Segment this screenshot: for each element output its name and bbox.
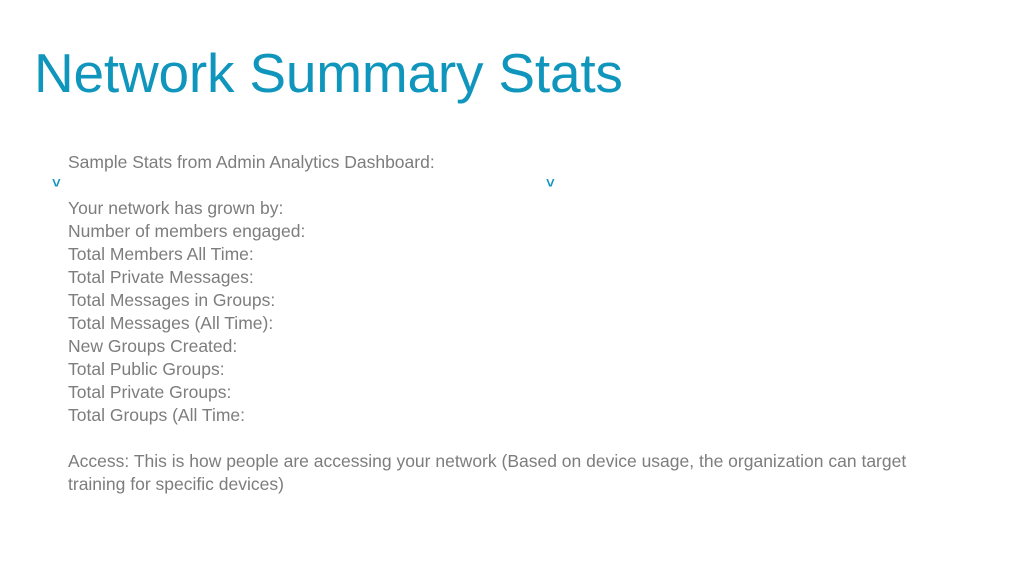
chevron-down-icon: ˅ [52,175,61,192]
stats-content [68,151,968,496]
spacer [68,174,968,197]
stat-label: Total Messages in Groups: [68,290,276,310]
stat-label: Number of members engaged: [68,221,306,241]
intro-text: Sample Stats from Admin Analytics Dashboard: [68,152,435,172]
access-text: Access: This is how people are accessing your network (Based on device usage, the organization can target training for specific devices) [68,451,907,494]
stat-label: Total Private Groups: [68,382,232,402]
stat-label: Total Groups (All Time: [68,405,245,425]
stat-label: Total Public Groups: [68,359,225,379]
spacer [68,427,968,450]
stat-label: Total Messages (All Time): [68,313,274,333]
chevron-down-icon: ˅ [546,175,555,192]
slide-title: Network Summary Stats [34,42,623,104]
stat-label: Total Members All Time: [68,244,254,264]
stat-label: New Groups Created: [68,336,238,356]
stat-label: Your network has grown by: [68,198,284,218]
stat-label: Total Private Messages: [68,267,254,287]
